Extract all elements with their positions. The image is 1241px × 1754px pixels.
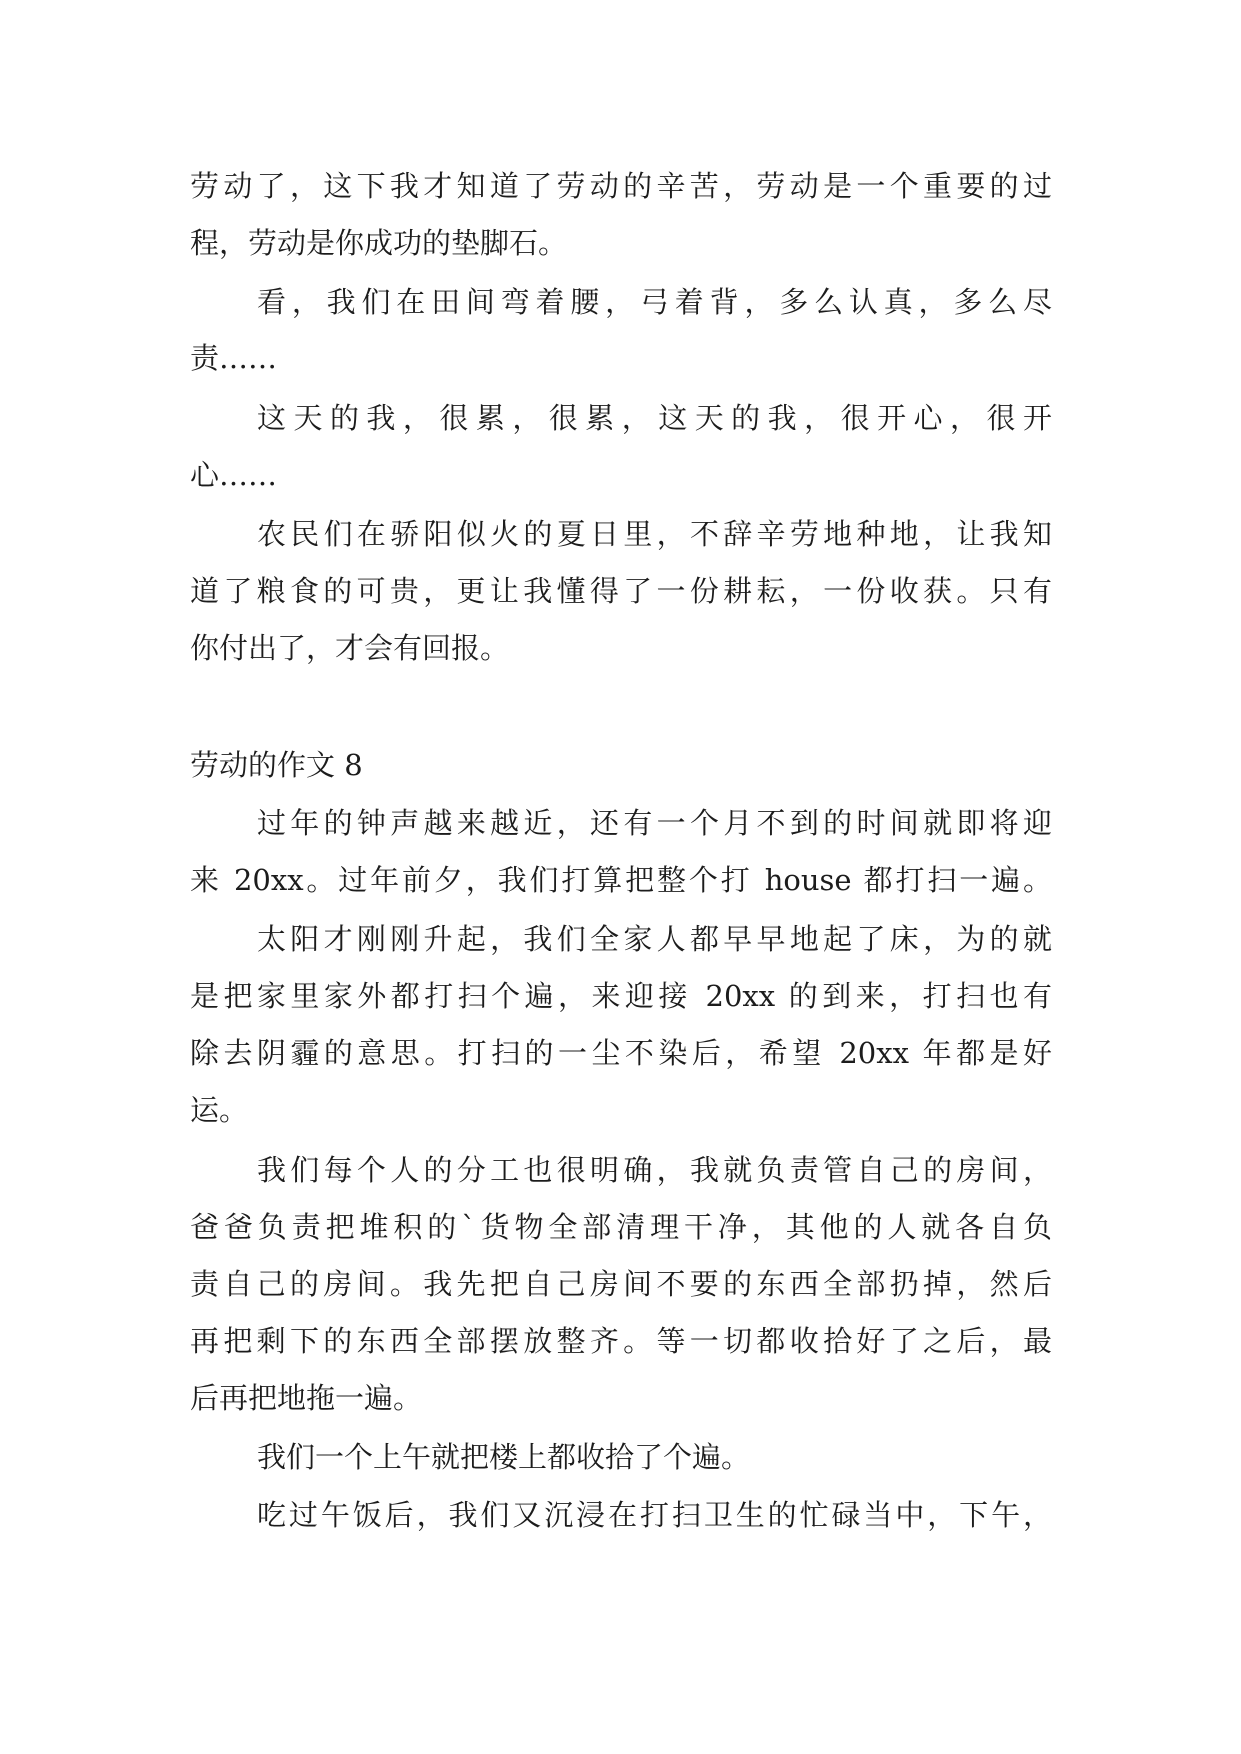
section-title: 劳动的作文 8 <box>190 748 363 782</box>
text-line: 程，劳动是你成功的垫脚石。 <box>190 226 568 260</box>
text-line: 责…… <box>190 341 278 375</box>
text-line: 我们一个上午就把楼上都收拾了个遍。 <box>257 1440 751 1474</box>
text-line: 心…… <box>190 458 278 492</box>
text-line: 你付出了，才会有回报。 <box>190 631 510 665</box>
text-line: 这天的我，很累，很累，这天的我，很开心，很开 <box>257 401 1052 435</box>
text-line: 除去阴霾的意思。打扫的一尘不染后，希望 20xx 年都是好 <box>190 1036 1052 1070</box>
text-line: 后再把地拖一遍。 <box>190 1381 423 1415</box>
text-line: 道了粮食的可贵，更让我懂得了一份耕耘，一份收获。只有 <box>190 574 1052 608</box>
text-line: 再把剩下的东西全部摆放整齐。等一切都收拾好了之后，最 <box>190 1324 1052 1358</box>
text-line: 太阳才刚刚升起，我们全家人都早早地起了床，为的就 <box>257 922 1052 956</box>
text-line: 责自己的房间。我先把自己房间不要的东西全部扔掉，然后 <box>190 1267 1052 1301</box>
text-line: 过年的钟声越来越近，还有一个月不到的时间就即将迎 <box>257 806 1052 840</box>
text-line: 是把家里家外都打扫个遍，来迎接 20xx 的到来，打扫也有 <box>190 979 1052 1013</box>
text-line: 农民们在骄阳似火的夏日里，不辞辛劳地种地，让我知 <box>257 517 1052 551</box>
text-line: 看，我们在田间弯着腰，弓着背，多么认真，多么尽 <box>257 285 1052 319</box>
text-line: 爸爸负责把堆积的`货物全部清理干净，其他的人就各自负 <box>190 1210 1052 1244</box>
text-line: 我们每个人的分工也很明确，我就负责管自己的房间， <box>257 1153 1052 1187</box>
text-line: 吃过午饭后，我们又沉浸在打扫卫生的忙碌当中，下午， <box>257 1498 1052 1532</box>
text-line: 劳动了，这下我才知道了劳动的辛苦，劳动是一个重要的过 <box>190 169 1052 203</box>
text-line: 运。 <box>190 1093 249 1127</box>
text-line: 来 20xx。过年前夕，我们打算把整个打 house 都打扫一遍。 <box>190 863 1052 897</box>
